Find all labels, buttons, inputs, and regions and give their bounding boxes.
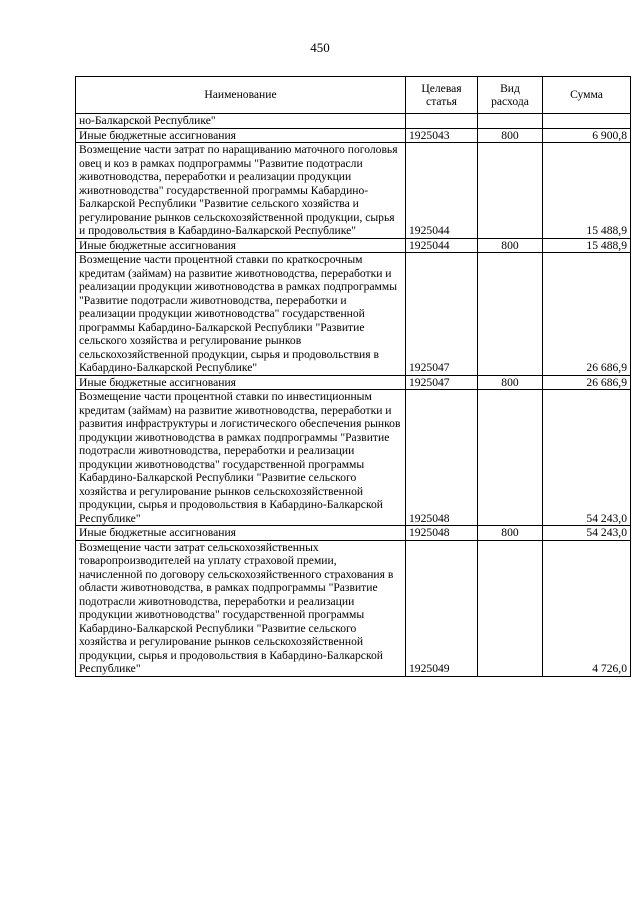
row-name: Иные бюджетные ассигнования bbox=[76, 238, 406, 253]
header-kind: Вид расхода bbox=[478, 77, 543, 114]
row-article bbox=[406, 114, 478, 129]
row-kind: 800 bbox=[478, 526, 543, 541]
row-article: 1925043 bbox=[406, 128, 478, 143]
table-row bbox=[76, 540, 631, 676]
row-article: 1925047 bbox=[406, 375, 478, 390]
row-kind: 800 bbox=[478, 128, 543, 143]
header-name: Наименование bbox=[76, 77, 406, 114]
row-name: но-Балкарской Республике" bbox=[76, 114, 406, 129]
table-row bbox=[76, 253, 631, 376]
row-name: Возмещение части процентной ставки по инвестиционным кредитам (займам) на развитие животноводства, переработки и развития инфраструктуры и логистического обеспечения рынков продукции животноводства в рамках подпрограммы "Развитие подотрасли животноводства, переработки и реализации продукции животноводства" государственной программы Кабардино-Балкарской Республики "Развитие сельского хозяйства и регулирование рынков сельскохозяйственной продукции, сырья и продовольствия в Кабардино-Балкарской Республике" bbox=[76, 390, 406, 526]
row-kind bbox=[478, 253, 543, 376]
row-article: 1925048 bbox=[406, 390, 478, 526]
row-sum: 26 686,9 bbox=[543, 253, 631, 376]
row-sum: 54 243,0 bbox=[543, 526, 631, 541]
row-name: Иные бюджетные ассигнования bbox=[76, 375, 406, 390]
row-kind bbox=[478, 114, 543, 129]
row-sum: 4 726,0 bbox=[543, 540, 631, 676]
row-sum: 26 686,9 bbox=[543, 375, 631, 390]
table-row bbox=[76, 128, 631, 143]
row-name: Возмещение части затрат сельскохозяйственных товаропроизводителей на уплату страховой премии, начисленной по договору сельскохозяйственного страхования в области животноводства, в рамках подпрограммы "Развитие подотрасли животноводства, переработки и реализации продукции животноводства" государственной программы Кабардино-Балкарской Республики "Развитие сельского хозяйства и регулирование рынков сельскохозяйственной продукции, сырья и продовольствия в Кабардино-Балкарской Республике" bbox=[76, 540, 406, 676]
row-kind: 800 bbox=[478, 375, 543, 390]
row-article: 1925049 bbox=[406, 540, 478, 676]
page-number: 450 bbox=[310, 40, 330, 55]
row-sum: 15 488,9 bbox=[543, 143, 631, 239]
header-sum: Сумма bbox=[543, 77, 631, 114]
table-header-row bbox=[76, 77, 631, 114]
row-article: 1925047 bbox=[406, 253, 478, 376]
row-name: Иные бюджетные ассигнования bbox=[76, 526, 406, 541]
row-sum bbox=[543, 114, 631, 129]
row-article: 1925044 bbox=[406, 143, 478, 239]
budget-table bbox=[75, 76, 631, 677]
table-row bbox=[76, 375, 631, 390]
header-article: Целевая статья bbox=[406, 77, 478, 114]
row-sum: 54 243,0 bbox=[543, 390, 631, 526]
row-name: Возмещение части процентной ставки по краткосрочным кредитам (займам) на развитие животноводства, переработки и реализации продукции животноводства в рамках подпрограммы "Развитие подотрасли животноводства, переработки и реализации продукции животноводства" государственной программы Кабардино-Балкарской Республики "Развитие сельского хозяйства и регулирование рынков сельскохозяйственной продукции, сырья и продовольствия в Кабардино-Балкарской Республике" bbox=[76, 253, 406, 376]
row-sum: 6 900,8 bbox=[543, 128, 631, 143]
row-kind bbox=[478, 143, 543, 239]
row-sum: 15 488,9 bbox=[543, 238, 631, 253]
table-row bbox=[76, 390, 631, 526]
row-name: Иные бюджетные ассигнования bbox=[76, 128, 406, 143]
table-row bbox=[76, 114, 631, 129]
row-name: Возмещение части затрат по наращиванию маточного поголовья овец и коз в рамках подпрограммы "Развитие подотрасли животноводства, переработки и реализации продукции животноводства" государственной программы Кабардино-Балкарской Республики "Развитие сельского хозяйства и регулирование рынков сельскохозяйственной продукции, сырья и продовольствия в Кабардино-Балкарской Республике" bbox=[76, 143, 406, 239]
row-article: 1925048 bbox=[406, 526, 478, 541]
table-row bbox=[76, 526, 631, 541]
row-kind: 800 bbox=[478, 238, 543, 253]
row-article: 1925044 bbox=[406, 238, 478, 253]
row-kind bbox=[478, 390, 543, 526]
table-row bbox=[76, 238, 631, 253]
table-row bbox=[76, 143, 631, 239]
row-kind bbox=[478, 540, 543, 676]
